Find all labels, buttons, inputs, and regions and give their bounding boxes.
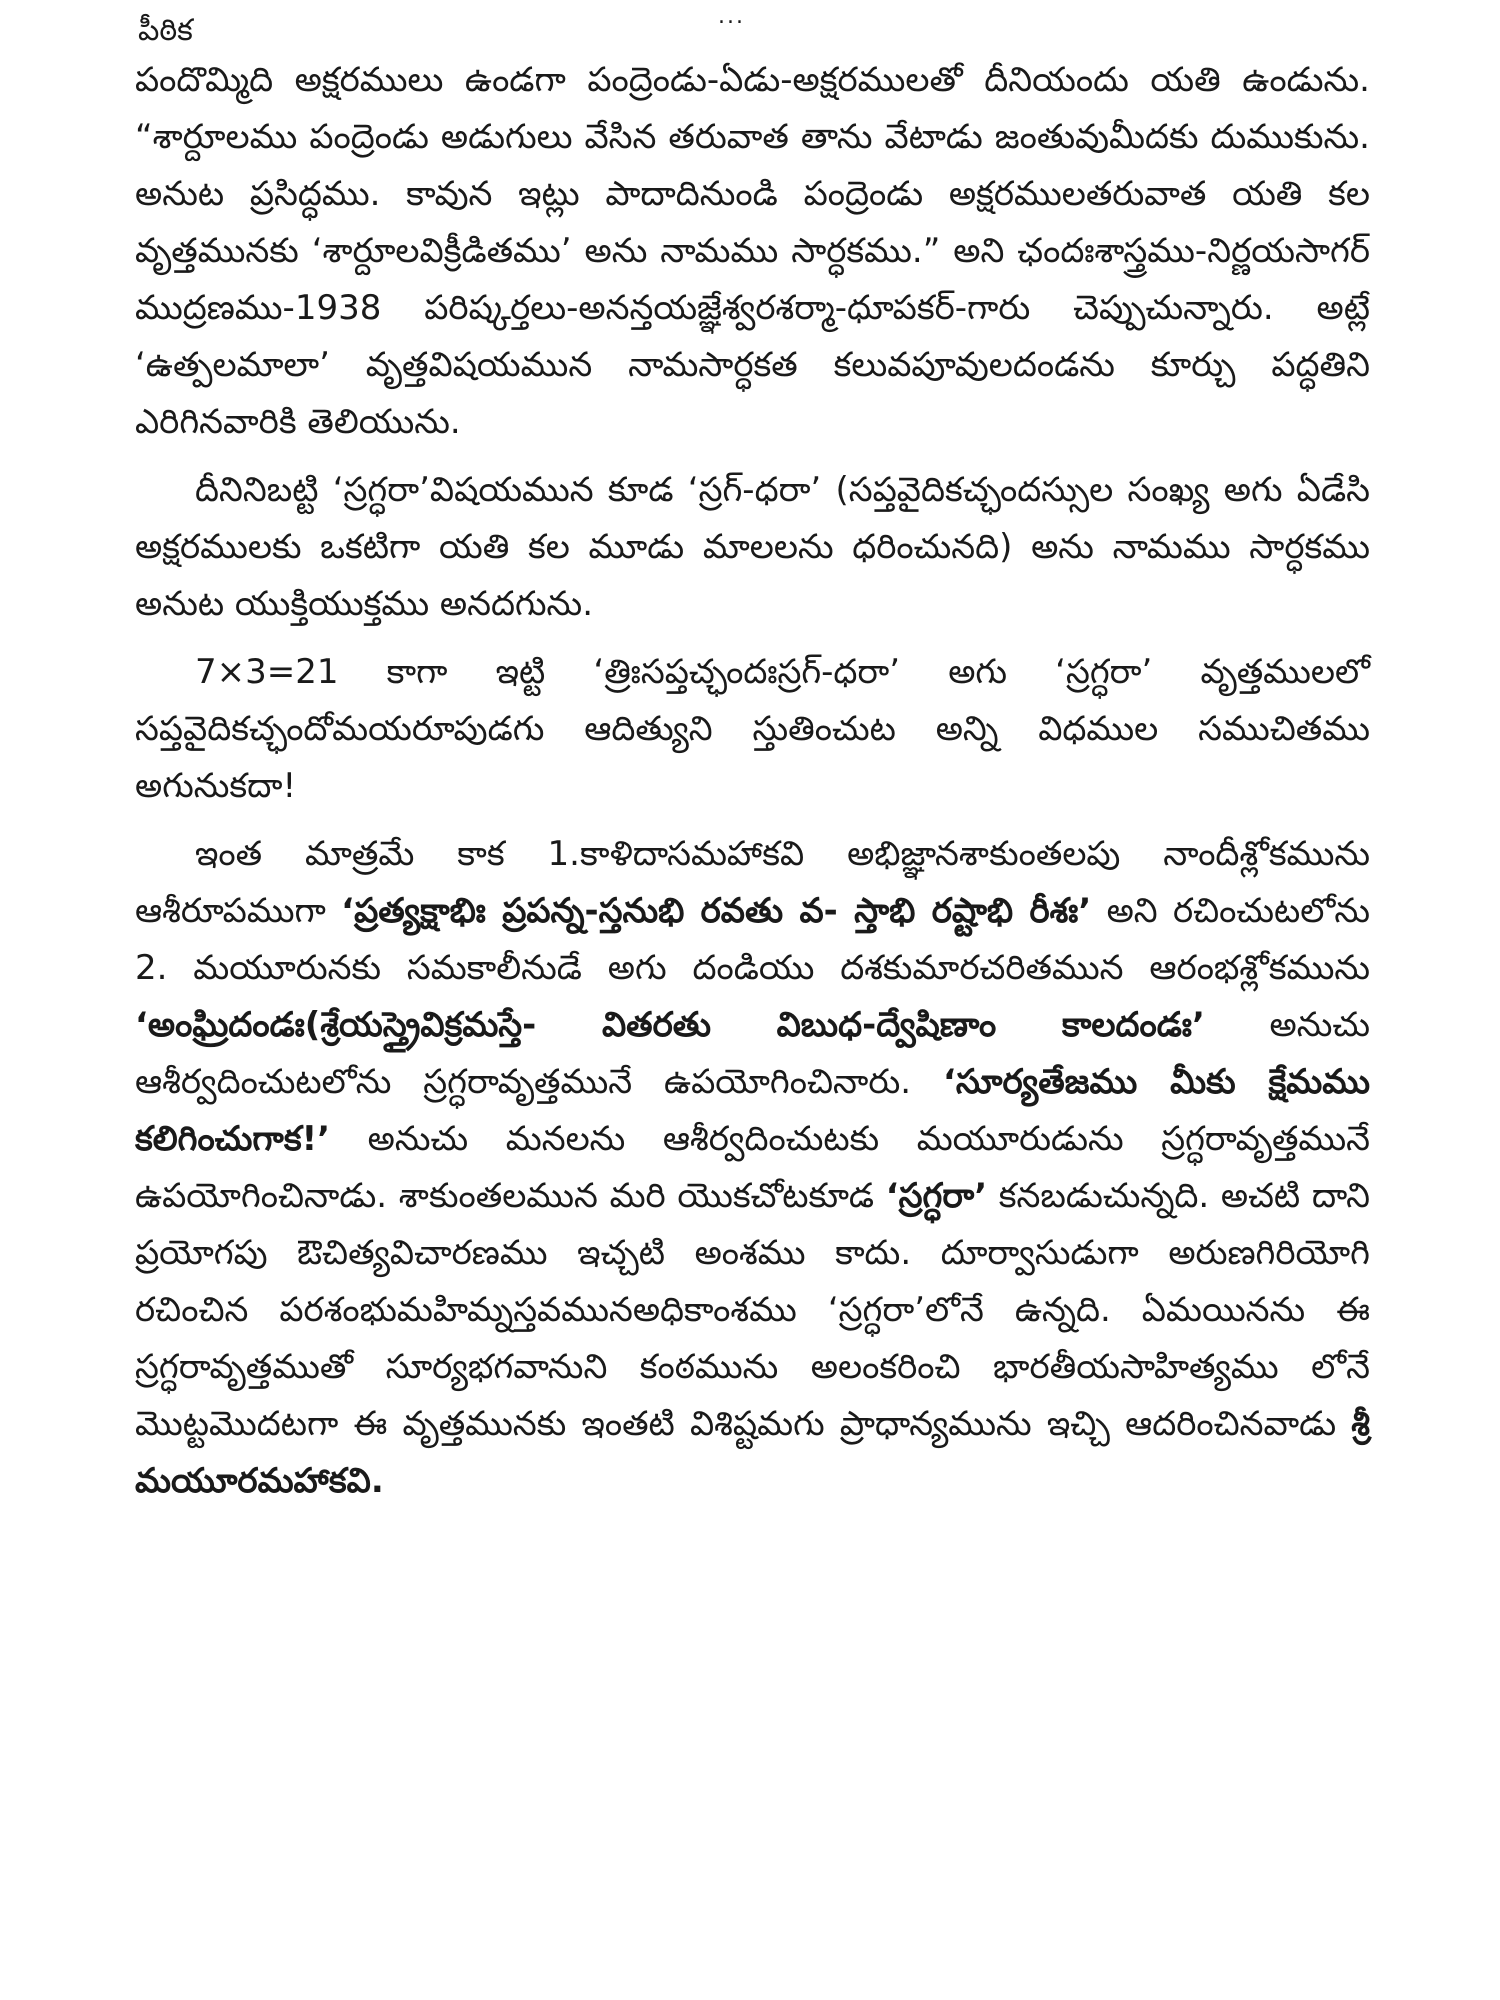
paragraph-text: 7×3=21 కాగా ఇట్టి ‘త్రిఃసప్తచ్ఛందఃస్రగ్-ధరా’ అగు ‘స్రగ్ధరా’ వృత్తములలో సప్తవైదికచ్ఛందోమయరూపుడగు ఆదిత్యుని స్తుతించుట అన్ని విధముల సముచితము అగునుకదా! — [135, 652, 1370, 806]
paragraph-text: అనుచు మనలను ఆశీర్వదించుటకు మయూరుడును స్రగ్ధరావృత్తమునే ఉపయోగించినాడు. శాకుంతలమున మరి యొకచోటకూడ — [135, 1119, 1370, 1216]
paragraph-3 — [135, 644, 1370, 815]
paragraph-4 — [135, 826, 1370, 1510]
paragraph-text: పందొమ్మిది అక్షరములు ఉండగా పంద్రెండు-ఏడు-అక్షరములతో దీనియందు యతి ఉండును. “శార్దూలము పంద్రెండు అడుగులు వేసిన తరువాత తాను వేటాడు జంతువుమీదకు దుముకును. అనుట ప్రసిద్ధము. కావున ఇట్లు పాదాదినుండి పంద్రెండు అక్షరములతరువాత యతి కల వృత్తమునకు ‘శార్దూలవిక్రీడితము’ అను నామము సార్ధకము.” అని ఛందఃశాస్త్రము-నిర్ణయసాగర్ ముద్రణము-1938 పరిష్కర్తలు-అనన్తయజ్ఞేశ్వరశర్మా-ధూపకర్-గారు చెప్పుచున్నారు. అట్లే ‘ఉత్పలమాలా’ వృత్తవిషయమున నామసార్ధకత కలువపూవులదండను కూర్చు పద్ధతిని ఎరిగినవారికి తెలియును. — [135, 60, 1370, 442]
page-top-mark: ... — [718, 4, 745, 29]
paragraph-text: అనుచు ఆశీర్వదించుటలోను స్రగ్ధరావృత్తమునే ఉపయోగించినారు. — [135, 1005, 1370, 1102]
paragraph-text: ఇంత మాత్రమే కాక 1.కాళిదాసమహాకవి అభిజ్ఞానశాకుంతలపు నాందీశ్లోకమును ఆశీరూపముగా — [135, 834, 1370, 931]
bold-quote-shakuntalam: ‘ప్రత్యక్షాభిః ప్రపన్న-స్తనుభి రవతు వ- స్తాభి రష్టాభి రీశః’ — [341, 891, 1092, 931]
bold-quote-dashakumaracharitam: ‘అంఘ్రిదండః(శ్రేయస్త్రైవిక్రమస్తే- వితరతు విబుధ-ద్వేషిణాం కాలదండః’ — [135, 1005, 1205, 1045]
paragraph-2 — [135, 462, 1370, 633]
paragraph-text: దీనినిబట్టి ‘స్రగ్ధరా’విషయమున కూడ ‘స్రగ్-ధరా’ (సప్తవైదికచ్ఛందస్సుల సంఖ్య అగు ఏడేసి అక్షరములకు ఒకటిగా యతి కల మూడు మాలలను ధరించునది) అను నామము సార్ధకము అనుట యుక్తియుక్తము అనదగును. — [135, 470, 1370, 624]
document-body — [135, 52, 1370, 1521]
paragraph-1 — [135, 52, 1370, 451]
bold-quote-suryateja: ‘సూర్యతేజము మీకు క్షేమము కలిగించుగాక!’ — [135, 1062, 1370, 1159]
page-header-label: పీఠిక — [138, 13, 193, 48]
bold-name-mayura: శ్రీ మయూరమహాకవి. — [135, 1404, 1370, 1501]
bold-term-sragdhara: ‘స్రగ్ధరా’ — [885, 1176, 988, 1216]
paragraph-text: కనబడుచున్నది. అచటి దాని ప్రయోగపు ఔచిత్యవిచారణము ఇచ్చటి అంశము కాదు. దూర్వాసుడుగా అరుణగిరియోగి రచించిన పరశంభుమహిమ్నస్తవమునఅధికాంశము ‘స్రగ్ధరా’లోనే ఉన్నది. ఏమయినను ఈ స్రగ్ధరావృత్తముతో సూర్యభగవానుని కంఠమును అలంకరించి భారతీయసాహిత్యము లోనే మొట్టమొదటగా ఈ వృత్తమునకు ఇంతటి విశిష్టమగు ప్రాధాన్యమును ఇచ్చి ఆదరించినవాడు — [135, 1176, 1371, 1444]
paragraph-text: అని రచించుటలోను 2. మయూరునకు సమకాలీనుడే అగు దండియు దశకుమారచరితమున ఆరంభశ్లోకమును — [135, 891, 1371, 988]
